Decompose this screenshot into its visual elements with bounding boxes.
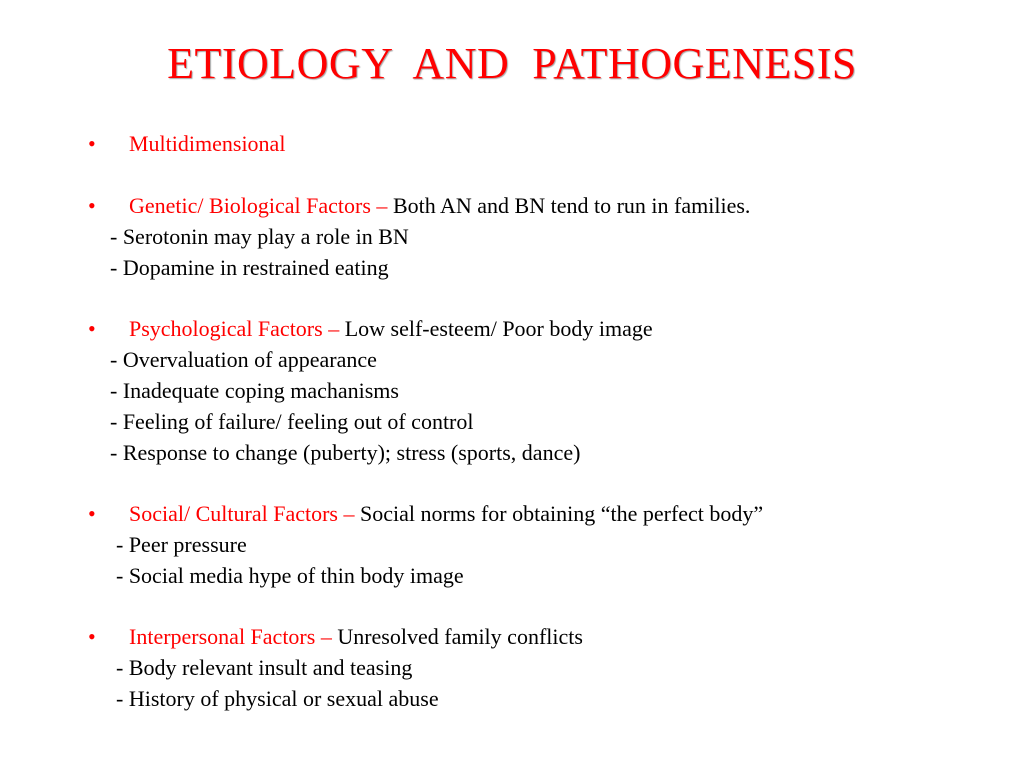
bullet-text: Both AN and BN tend to run in families. (387, 193, 751, 218)
bullet-heading: Genetic/ Biological Factors – (129, 193, 388, 218)
sub-item: - Body relevant insult and teasing (116, 655, 413, 680)
bullet-text: Low self-esteem/ Poor body image (339, 316, 653, 341)
sub-item: - Serotonin may play a role in BN (110, 224, 409, 249)
bullet-text: Social norms for obtaining “the perfect body” (354, 501, 764, 526)
sub-item: - Feeling of failure/ feeling out of control (110, 409, 474, 434)
bullet-icon: • (88, 131, 96, 156)
bullet-heading: Interpersonal Factors – (129, 624, 332, 649)
bullet-icon: • (88, 501, 96, 526)
bullet-icon: • (88, 193, 96, 218)
sub-item: - Inadequate coping machanisms (110, 378, 399, 403)
slide-title: ETIOLOGY AND PATHOGENESIS (167, 39, 857, 88)
sub-item: - Response to change (puberty); stress (sports, dance) (110, 440, 581, 465)
bullet-heading: Psychological Factors – (129, 316, 340, 341)
bullet-icon: • (88, 624, 96, 649)
bullet-icon: • (88, 316, 96, 341)
sub-item: - History of physical or sexual abuse (116, 686, 439, 711)
sub-item: - Peer pressure (116, 532, 247, 557)
bullet-heading: Social/ Cultural Factors – (129, 501, 355, 526)
sub-item: - Overvaluation of appearance (110, 347, 377, 372)
bullet-heading: Multidimensional (129, 131, 286, 156)
bullet-text: Unresolved family conflicts (331, 624, 583, 649)
sub-item: - Dopamine in restrained eating (110, 255, 389, 280)
sub-item: - Social media hype of thin body image (116, 563, 464, 588)
